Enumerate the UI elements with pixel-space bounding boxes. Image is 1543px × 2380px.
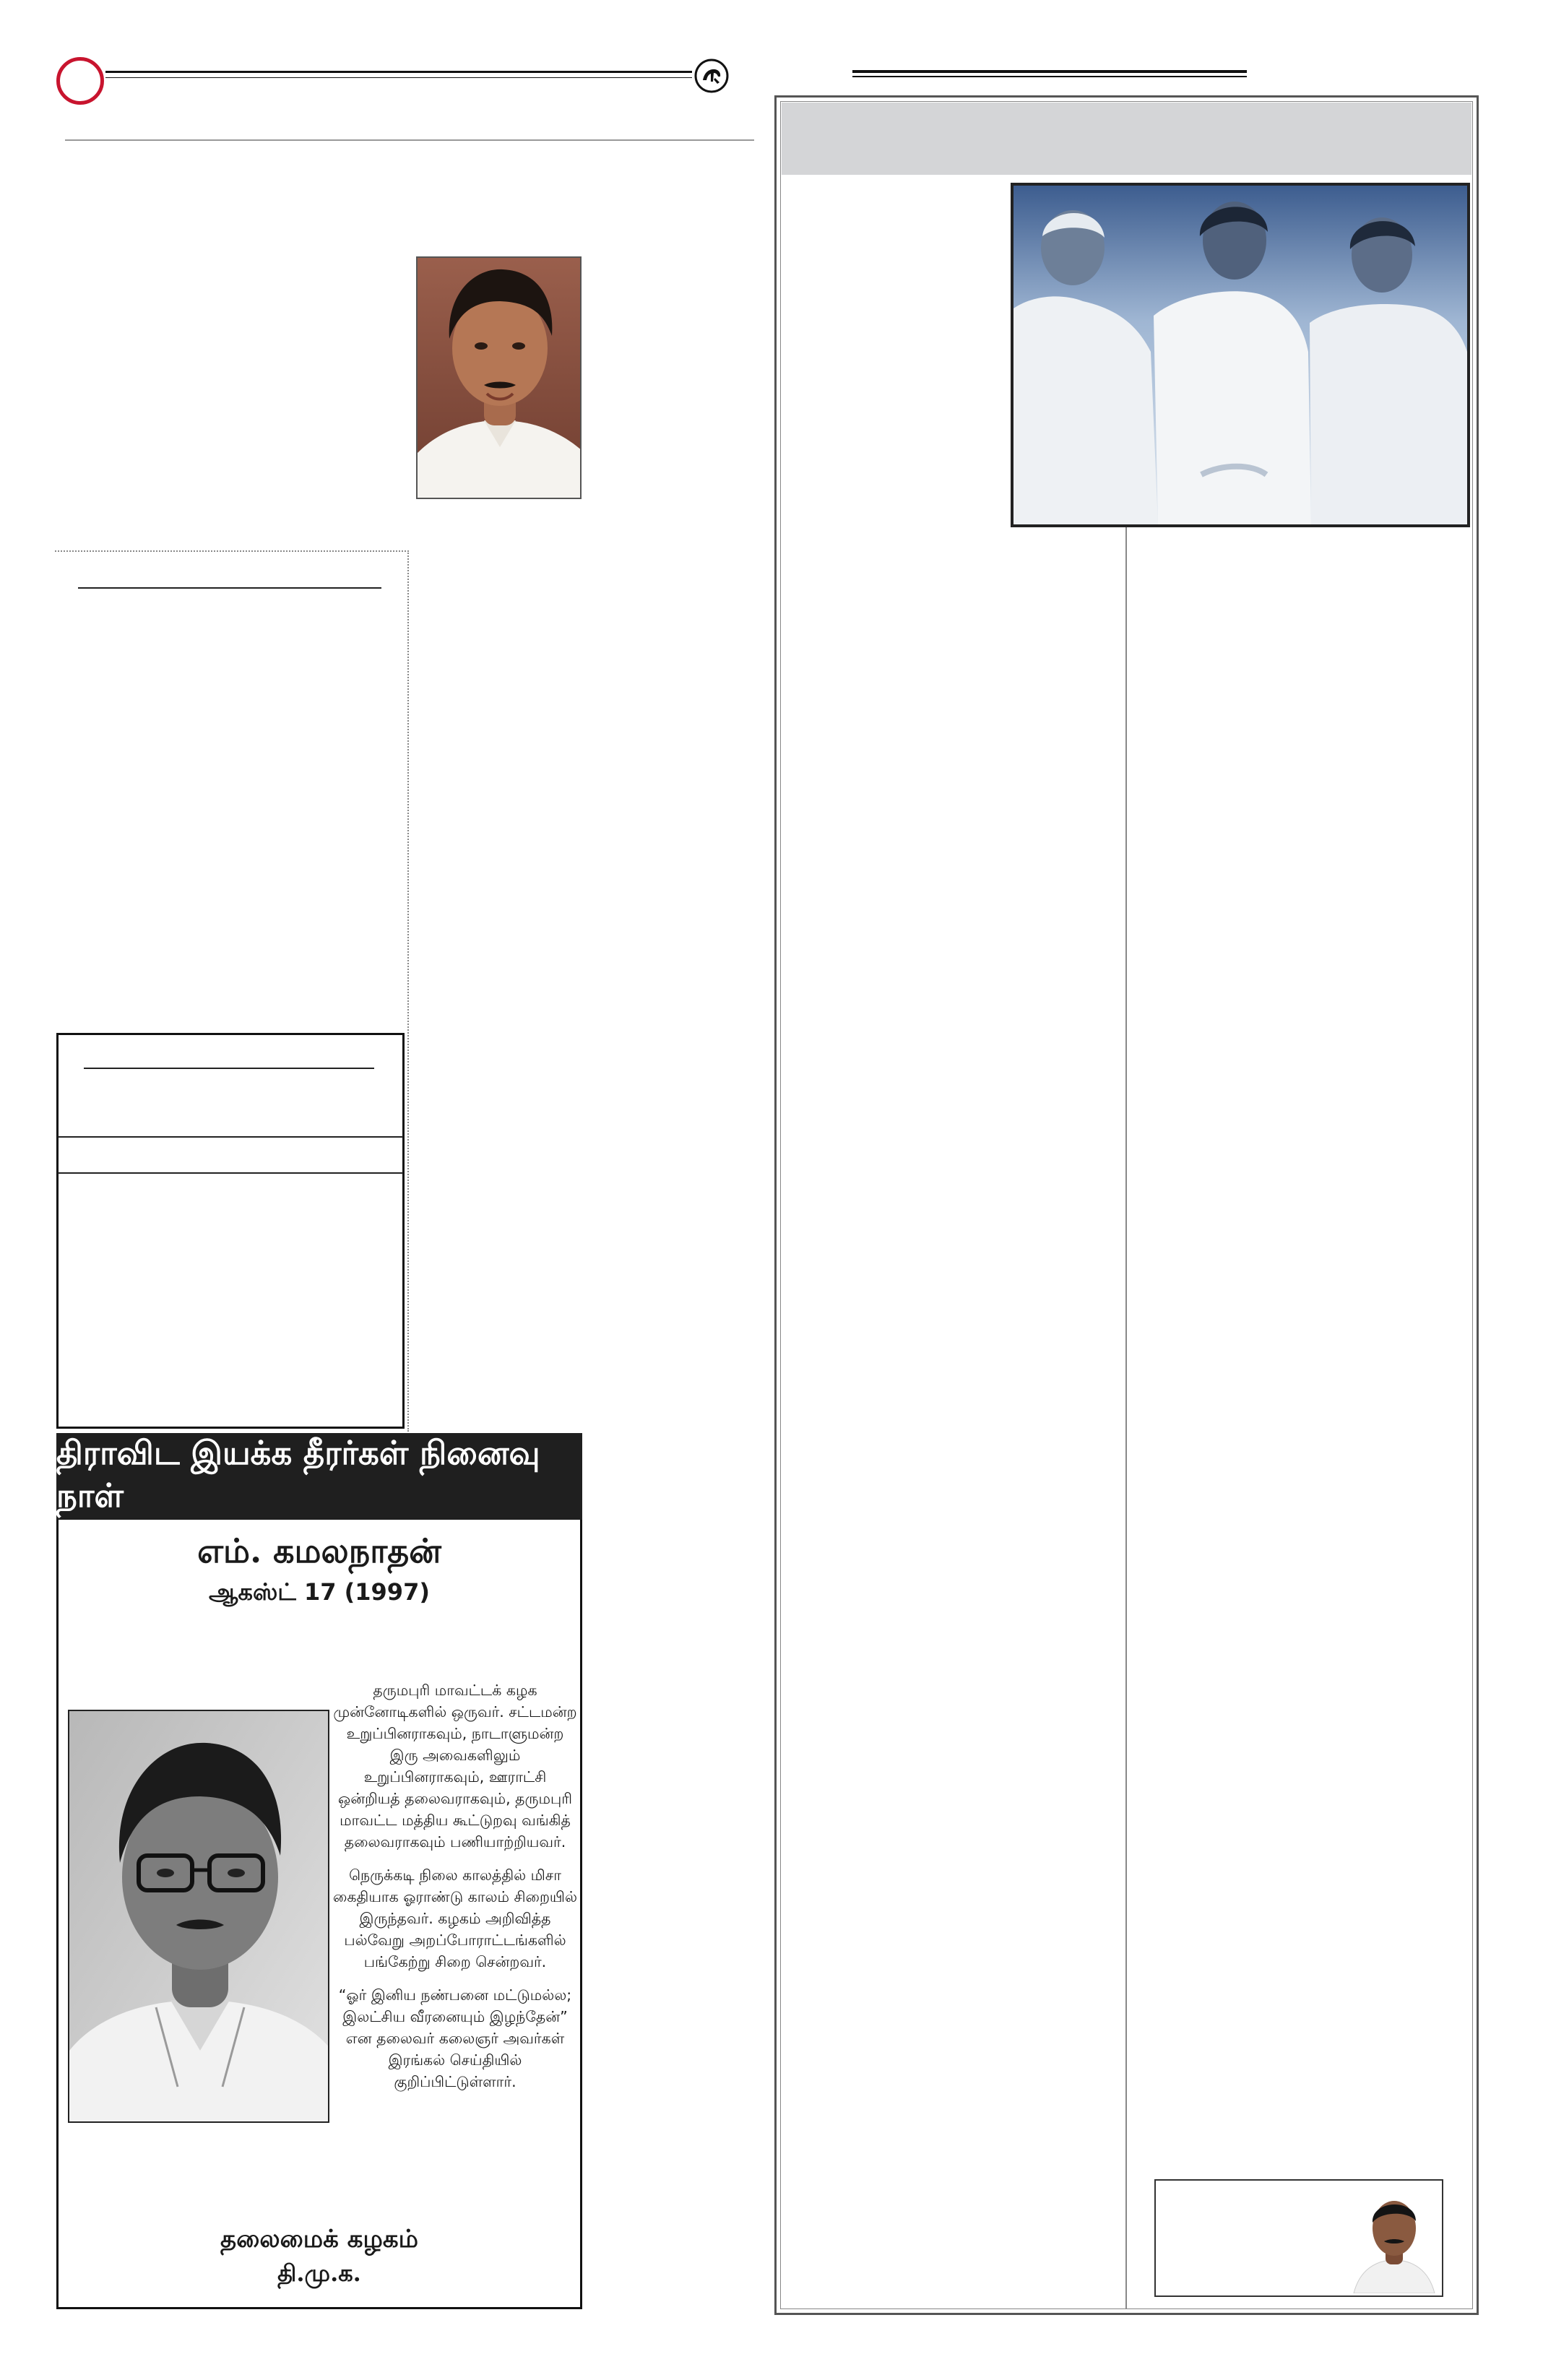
header-rule-right	[852, 70, 1247, 77]
tribute-footer-org: தலைமைக் கழகம்	[220, 2225, 418, 2254]
tribute-date: ஆகஸ்ட் 17 (1997)	[209, 1578, 430, 1606]
header-rule-left	[105, 71, 692, 78]
tribute-portrait-photo	[68, 1710, 329, 2123]
party-emblem-icon	[693, 58, 730, 94]
author-photo	[1349, 2185, 1439, 2293]
info-box-divider	[58, 1136, 403, 1138]
tribute-name: எம். கமலநாதன்	[197, 1531, 441, 1570]
page-number-circle	[56, 57, 104, 105]
info-box	[56, 1033, 405, 1429]
portrait-photo-top	[416, 256, 582, 499]
tribute-paragraph: நெருக்கடி நிலை காலத்தில் மிசா கைதியாக ஓராண்டு காலம் சிறையில் இருந்தவர். கழகம் அறிவித்த பல்வேறு அறப்போராட்டங்களில் பங்கேற்று சிறை சென்றவர்.	[333, 1866, 577, 1970]
article-heading-rule	[78, 587, 381, 589]
tribute-footer-party: தி.மு.க.	[277, 2259, 361, 2287]
tribute-text	[332, 1679, 578, 2104]
tribute-paragraph: “ஓர் இனிய நண்பனை மட்டுமல்ல; இலட்சிய வீரனையும் இழந்தேன்” என தலைவர் கலைஞர் அவர்கள் இரங்கல் செய்தியில் குறிப்பிட்டுள்ளார்.	[338, 1986, 572, 2090]
tribute-paragraph: தருமபுரி மாவட்டக் கழக முன்னோடிகளில் ஒருவர். சட்டமன்ற உறுப்பினராகவும், நாடாளுமன்ற இரு அவைகளிலும் உறுப்பினராகவும், ஊராட்சி ஒன்றியத் தலைவராகவும், தருமபுரி மாவட்ட மத்திய கூட்டுறவு வங்கித் தலைவராகவும் பணியாற்றியவர்.	[333, 1682, 577, 1851]
group-photo	[1011, 183, 1470, 527]
right-article-title-band	[782, 103, 1471, 175]
info-box-divider	[58, 1172, 403, 1174]
column-divider	[1125, 527, 1127, 2309]
section-divider	[65, 139, 754, 141]
tribute-heading: திராவிட இயக்க தீரர்கள் நினைவு நாள்	[56, 1433, 582, 1520]
info-box-heading-rule	[84, 1068, 374, 1069]
